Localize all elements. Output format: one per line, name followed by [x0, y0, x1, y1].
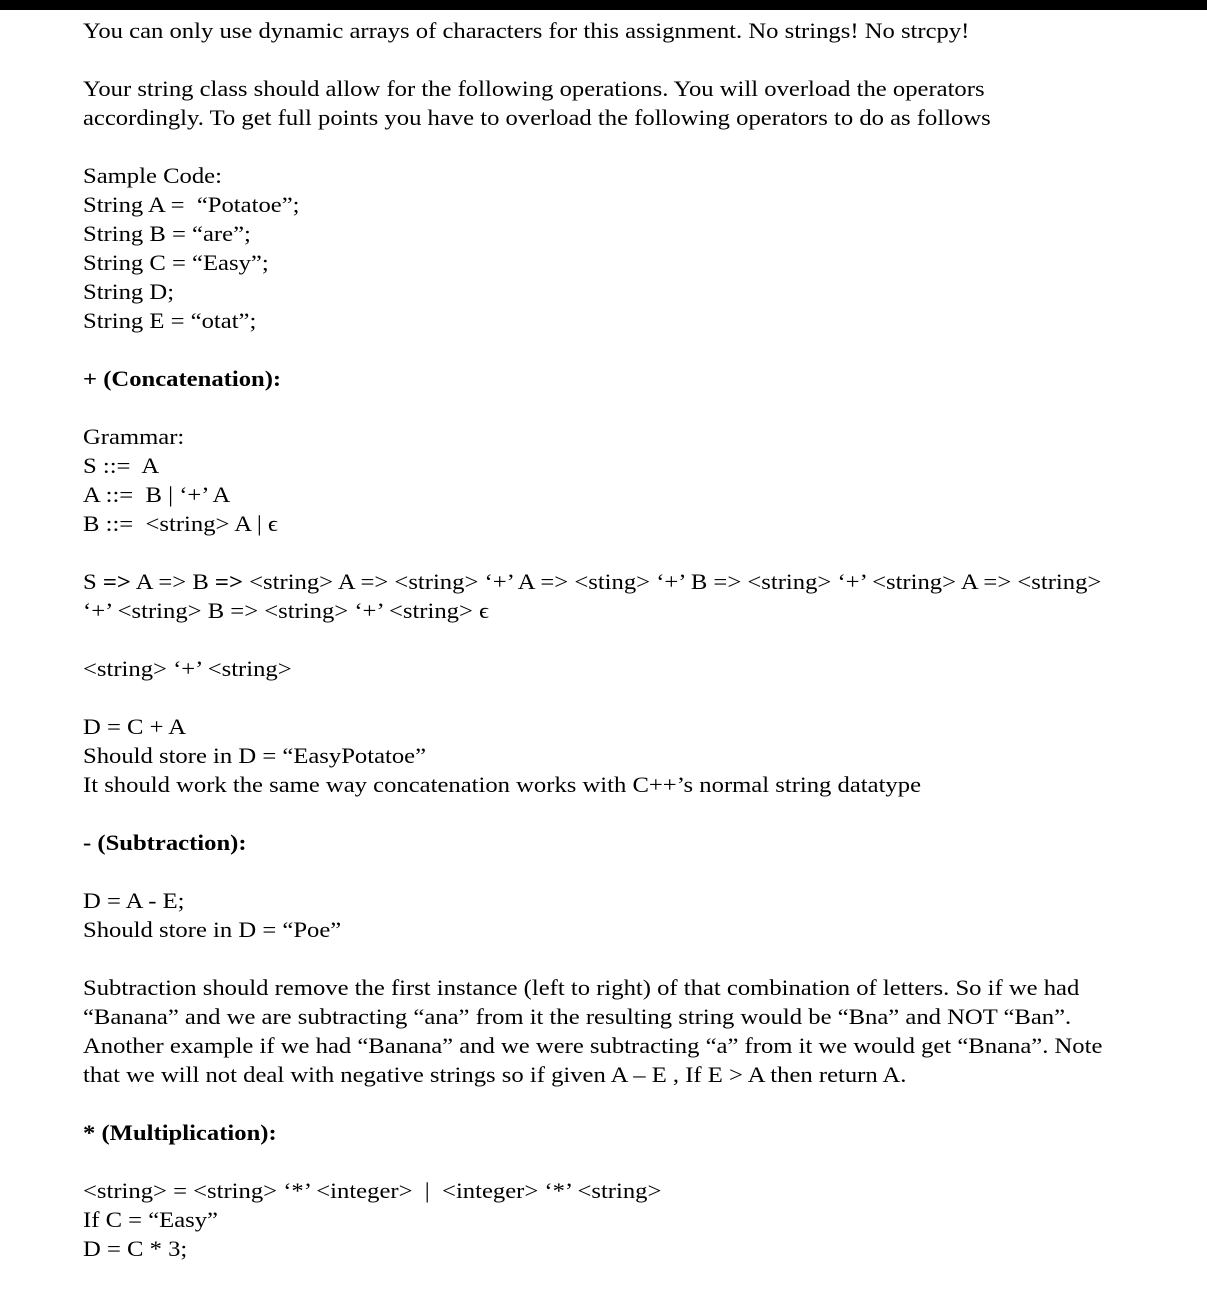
sample-code-title: Sample Code:: [83, 163, 222, 188]
grammar-rule: S ::= A: [83, 453, 160, 478]
blank-line: [83, 45, 1136, 74]
grammar-title: Grammar:: [83, 424, 185, 449]
grammar-rule: A ::= B | ‘+’ A: [83, 482, 231, 507]
blank-line: [83, 538, 1136, 567]
derivation-line-1: [83, 567, 1136, 596]
multiplication-example-line: D = C * 3;: [83, 1236, 188, 1261]
blank-line: [83, 857, 1136, 886]
sample-code-line: String A = “Potatoe”;: [83, 192, 300, 217]
blank-line: [83, 683, 1136, 712]
concatenation-example-line: It should work the same way concatenation works with C++’s normal string datatype: [83, 772, 922, 797]
derivation-segment: <string> A => <string> ‘+’ A => <sting> ‘+’ B => <string> ‘+’ <string> A => <string>: [243, 569, 1102, 594]
section-heading-concatenation: + (Concatenation):: [83, 366, 282, 391]
subtraction-explanation-line: Another example if we had “Banana” and we were subtracting “a” from it we would get “Bnana”. Note: [83, 1033, 1103, 1058]
derivation-bold-arrow: =>: [102, 569, 131, 594]
derivation-segment: S: [83, 569, 103, 594]
blank-line: [83, 1089, 1136, 1118]
multiplication-example-line: If C = “Easy”: [83, 1207, 218, 1232]
blank-line: [83, 1147, 1136, 1176]
derivation-segment: A => B: [130, 569, 215, 594]
derivation-bold-arrow: =>: [214, 569, 244, 594]
subtraction-explanation-line: that we will not deal with negative strings so if given A – E , If E > A then return A.: [83, 1062, 907, 1087]
blank-line: [83, 625, 1136, 654]
section-heading-multiplication: * (Multiplication):: [83, 1120, 277, 1145]
subtraction-explanation-line: “Banana” and we are subtracting “ana” from it the resulting string would be “Bna” and NOT “Ban”.: [83, 1004, 1072, 1029]
multiplication-rule-line: <string> = <string> ‘*’ <integer> | <integer> ‘*’ <string>: [83, 1178, 662, 1203]
overview-paragraph-line: accordingly. To get full points you have to overload the following operators to do as follows: [83, 105, 991, 130]
blank-line: [83, 335, 1136, 364]
concatenation-pattern-line: <string> ‘+’ <string>: [83, 656, 292, 681]
sample-code-line: String C = “Easy”;: [83, 250, 269, 275]
concatenation-example-line: D = C + A: [83, 714, 187, 739]
blank-line: [83, 132, 1136, 161]
grammar-rule: B ::= <string> A | ϵ: [83, 511, 278, 536]
sample-code-line: String B = “are”;: [83, 221, 251, 246]
blank-line: [83, 799, 1136, 828]
document-text-column: [83, 16, 1136, 1263]
top-border-bar: [0, 0, 1207, 10]
sample-code-line: String D;: [83, 279, 175, 304]
subtraction-example-line: Should store in D = “Poe”: [83, 917, 342, 942]
derivation-line-2: ‘+’ <string> B => <string> ‘+’ <string> ϵ: [83, 598, 490, 623]
concatenation-example-line: Should store in D = “EasyPotatoe”: [83, 743, 427, 768]
subtraction-explanation-line: Subtraction should remove the first instance (left to right) of that combination of letters. So if we had: [83, 975, 1080, 1000]
subtraction-example-line: D = A - E;: [83, 888, 185, 913]
section-heading-subtraction: - (Subtraction):: [83, 830, 247, 855]
overview-paragraph-line: Your string class should allow for the following operations. You will overload the operators: [83, 76, 985, 101]
assignment-document: [0, 10, 1207, 1263]
blank-line: [83, 393, 1136, 422]
sample-code-line: String E = “otat”;: [83, 308, 257, 333]
intro-line: You can only use dynamic arrays of characters for this assignment. No strings! No strcpy!: [83, 18, 970, 43]
blank-line: [83, 944, 1136, 973]
